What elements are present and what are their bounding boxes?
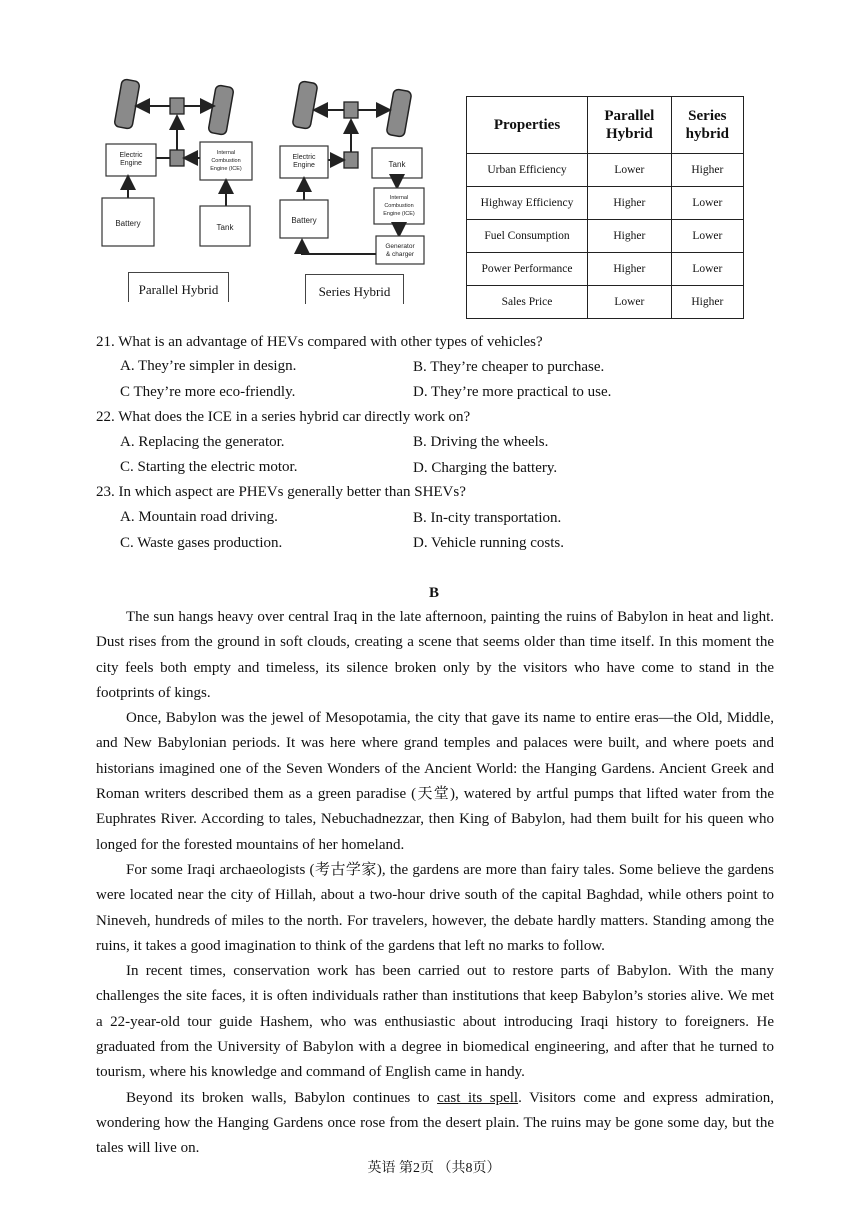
ice-label-2: Combustion [211,158,241,164]
table-row [467,286,744,319]
table-row [467,253,744,286]
table-header-cell: Parallel Hybrid [588,97,672,154]
electric-engine-label-2: Engine [120,160,142,167]
tank-label: Tank [388,160,406,169]
table-cell: Power Performance [467,253,588,286]
ice-label-3: Engine (ICE) [383,211,415,217]
paragraph-5-after: . Visitors come and express admiration, wondering how the Hanging Gardens once rose from the desert plain. The ruins may be gone some day, but the tales will live on. [96,1089,774,1157]
question-23-option-c[interactable]: C. Waste gases production. [120,535,283,551]
underlined-phrase: cast its spell [437,1089,519,1106]
table-header-row [467,97,744,154]
table-cell: Higher [588,253,672,286]
paragraph-5 [96,1086,774,1162]
question-21-option-a[interactable]: A. They’re simpler in design. [120,358,297,374]
gear-joint-mid-icon [170,150,184,166]
table-cell: Higher [588,187,672,220]
question-21-option-b[interactable]: B. They’re cheaper to purchase. [413,359,605,375]
table-cell: Lower [588,286,672,319]
question-22-option-a[interactable]: A. Replacing the generator. [120,434,285,450]
table-cell: Lower [671,253,743,286]
series-hybrid-diagram [276,78,436,273]
paragraph-5-before: Beyond its broken walls, Babylon continues to [126,1089,438,1106]
gear-joint-top-icon [344,102,358,118]
ice-label-1: Internal [389,195,409,201]
wheel-left-icon [292,81,318,129]
section-heading: B [428,585,439,601]
table-row [467,154,744,187]
generator-box [376,236,424,264]
table-cell: Lower [671,220,743,253]
question-21-option-c[interactable]: C They’re more eco-friendly. [120,384,296,400]
electric-engine-label-1: Electric [292,154,316,161]
paragraph-3: For some Iraqi archaeologists (考古学家), the gardens are more than fairy tales. Some believe the gardens were located near the city of Hillah, about a two-hour drive south of the capital Baghdad, while others point to Nineveh, hundreds of miles to the north. For travelers, however, the debate hardly matters. Standing among the ruins, it takes a good imagination to think of the gardens that left no marks to follow. [96,861,774,954]
generator-label-2: & charger [385,251,415,258]
paragraph-2: Once, Babylon was the jewel of Mesopotamia, the city that gave its name to entire eras—the Old, Middle, and New Babylonian periods. It was here where grand temples and palaces were built, and where poets and historians imagined one of the Seven Wonders of the Ancient World: the Hanging Gardens. Ancient Greek and Roman writers described them as a green paradise (天堂), watered by artful pumps that lifted water from the Euphrates River. According to tales, Nebuchadnezzar, then King of Babylon, had them built for his queen who longed for the forested mountains of her homeland. [96,710,774,853]
question-23-stem: 23. In which aspect are PHEVs generally better than SHEVs? [96,484,466,500]
parallel-hybrid-caption: Parallel Hybrid [128,272,229,302]
question-23-option-d[interactable]: D. Vehicle running costs. [413,535,564,551]
ice-label-3: Engine (ICE) [210,166,242,172]
question-23-option-b[interactable]: B. In-city transportation. [413,510,562,526]
question-22-option-c[interactable]: C. Starting the electric motor. [120,459,298,475]
question-21-option-d[interactable]: D. They’re more practical to use. [413,384,612,400]
question-22-stem: 22. What does the ICE in a series hybrid car directly work on? [96,409,471,425]
question-23-option-a[interactable]: A. Mountain road driving. [120,509,278,525]
table-row [467,220,744,253]
wheel-right-icon [208,85,234,135]
properties-table [466,96,744,319]
question-22-option-d[interactable]: D. Charging the battery. [413,460,558,476]
table-cell: Urban Efficiency [467,154,588,187]
battery-label: Battery [291,216,317,225]
gear-joint-top-icon [170,98,184,114]
table-cell: Highway Efficiency [467,187,588,220]
table-cell: Sales Price [467,286,588,319]
question-21-stem: 21. What is an advantage of HEVs compared with other types of vehicles? [96,334,543,350]
table-cell: Higher [588,220,672,253]
wheel-left-icon [114,79,140,129]
table-cell: Lower [588,154,672,187]
table-cell: Higher [671,154,743,187]
table-cell: Higher [671,286,743,319]
table-row [467,187,744,220]
ice-label-2: Combustion [384,203,414,209]
table-header-cell: Properties [467,97,588,154]
parallel-hybrid-diagram [100,78,260,253]
generator-label-1: Generator [385,243,415,250]
table-cell: Lower [671,187,743,220]
paragraph-4: In recent times, conservation work has been carried out to restore parts of Babylon. With the many challenges the site faces, it is often individuals rather than institutions that keep Babylon’s stories alive. We met a 22-year-old tour guide Hashem, who was enthusiastic about introducing Iraqi history to foreigners. He graduated from the University of Babylon with a degree in biomedical engineering, and after that he turned to tourism, where his knowledge and command of English came in handy. [96,963,774,1081]
electric-engine-label-1: Electric [119,152,143,159]
wheel-right-icon [386,89,412,137]
series-hybrid-caption: Series Hybrid [305,274,404,304]
ice-label-1: Internal [216,150,236,156]
table-cell: Fuel Consumption [467,220,588,253]
paragraph-1: The sun hangs heavy over central Iraq in the late afternoon, painting the ruins of Babylon in heat and light. Dust rises from the ground in soft clouds, creating a scene that seems older than time itself. In this moment the city feels both empty and timeless, its silence broken only by the visitors who have come to stand in the footprints of kings. [96,609,774,701]
table-header-cell: Series hybrid [671,97,743,154]
question-22-option-b[interactable]: B. Driving the wheels. [413,434,549,450]
gear-joint-mid-icon [344,152,358,168]
reading-passage [96,605,774,1162]
tank-label: Tank [216,223,234,232]
page-footer: 英语 第2页 （共8页） [367,1161,501,1176]
battery-label: Battery [115,219,141,228]
electric-engine-label-2: Engine [293,162,315,169]
